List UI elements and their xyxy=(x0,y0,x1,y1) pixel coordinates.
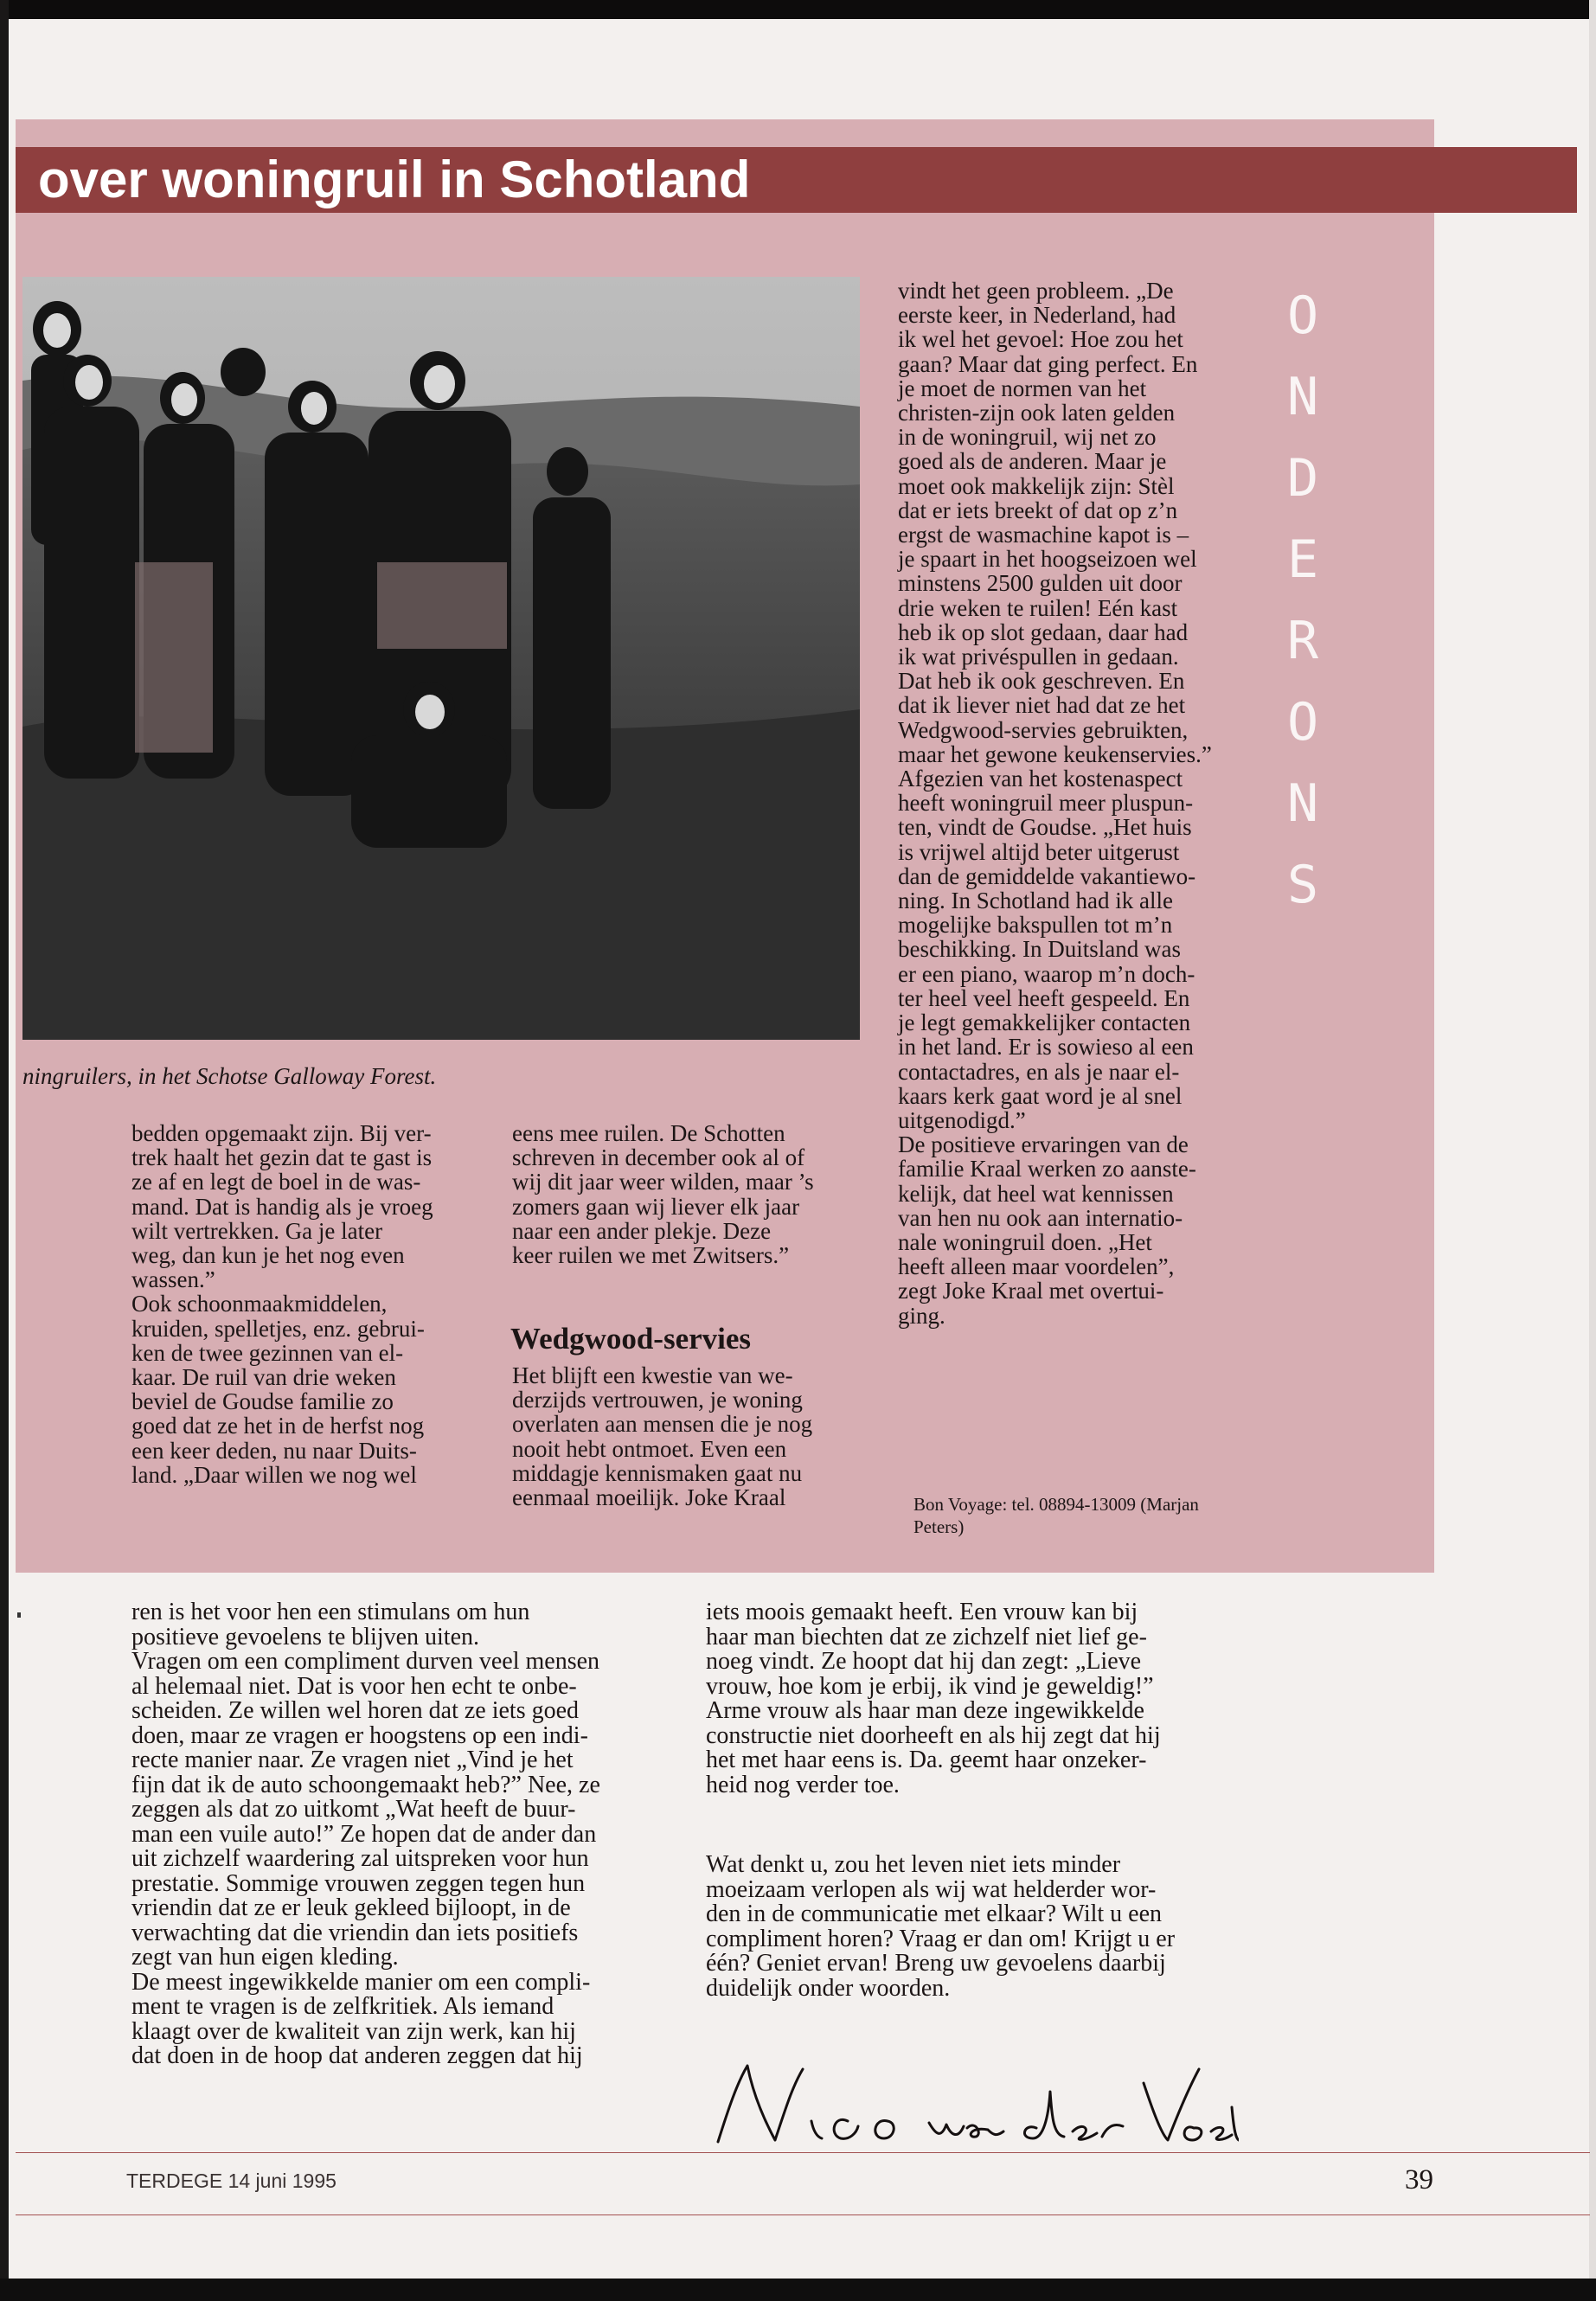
contact-info: Bon Voyage: tel. 08894-13009 (Marjan Peters) xyxy=(913,1494,1199,1537)
section-label-vertical xyxy=(1272,275,1334,926)
photo-caption: ningruilers, in het Schotse Galloway Forest. xyxy=(22,1063,437,1089)
footer-rule-upper xyxy=(16,2152,1590,2153)
article-column-2: eens mee ruilen. De Schotten schreven in december ook al of wij dit jaar weer wilden, maar ’s zomers gaan wij liever elk jaar naar een ander plekje. Deze keer ruilen we met Zwitsers.” xyxy=(512,1120,814,1269)
section-letter: O xyxy=(1286,285,1319,346)
author-signature xyxy=(702,2057,1239,2152)
page-number: 39 xyxy=(1405,2164,1433,2195)
article-column-2b: Het blijft een kwestie van we- derzijds vertrouwen, je woning overlaten aan mensen die je nog nooit hebt ontmoet. Even een middagje kennismaken gaat nu eenmaal moeilijk. Joke Kraal xyxy=(512,1362,813,1511)
section-letter: R xyxy=(1286,611,1319,671)
margin-mark xyxy=(17,1612,21,1618)
scan-edge-bottom xyxy=(0,2279,1596,2301)
subheading: Wedgwood-servies xyxy=(510,1322,752,1356)
lower-column-2: iets moois gemaakt heeft. Een vrouw kan bij haar man biechten dat ze zichzelf niet lief ge- noeg vindt. Ze hoopt dat hij dan zegt: „Lieve vrouw, hoe kom je erbij, ik vind je geweldig!” Arme vrouw als haar man deze ingewikkelde constructie niet doorheeft en als hij zegt dat hij het met haar eens is. Da. geemt haar onzeker- heid nog verder toe. xyxy=(706,1599,1161,1798)
lower-column-2b: Wat denkt u, zou het leven niet iets minder moeizaam verlopen als wij wat helderder wor- den in de communicatie met elkaar? Wilt u een compliment horen? Vraag er dan om! Krijgt u er één? Geniet ervan! Breng uw gevoelens daarbij duidelijk onder woorden. xyxy=(706,1851,1176,2002)
article-column-1: bedden opgemaakt zijn. Bij ver- trek haalt het gezin dat te gast is ze af en legt de boel in de was- mand. Dat is handig als je vroeg wilt vertrekken. Ga je later weg, dan kun je het nog even wassen.” Ook schoonmaakmiddelen, kruiden, spelletjes, enz. gebrui- ken de twee gezinnen van el- kaar. De ruil van drie weken beviel de Goudse familie zo goed dat ze het in de herfst nog een keer deden, nu naar Duits- land. „Daar willen we nog wel xyxy=(131,1120,433,1488)
lower-column-1: ren is het voor hen een stimulans om hun positieve gevoelens te blijven uiten. Vragen om een compliment durven veel mensen al helemaal niet. Dat is voor hen echt te onbe- scheiden. Ze willen wel horen dat ze iets goed doen, maar ze vragen er hoogstens op een indi- recte manier naar. Ze vragen niet „Vind je het fijn dat ik de auto schoongemaakt heb?” Nee, ze zeggen als dat zo uitkomt „Wat heeft de buur- man een vuile auto!” Ze hopen dat de ander dan uit zichzelf waardering zal uitspreken voor hun prestatie. Sommige vrouwen zeggen tegen hun vriendin dat ze er leuk gekleed bijloopt, in de verwachting dat die vriendin dan iets positiefs zegt van hun eigen kleding. De meest ingewikkelde manier om een compli- ment te vragen is de zelfkritiek. Als iemand klaagt over de kwaliteit van zijn werk, kan hij dat doen in de hoop dat anderen zeggen dat hij xyxy=(131,1599,600,2069)
scan-edge-right xyxy=(1589,0,1596,2301)
section-letter: S xyxy=(1286,855,1319,915)
scan-edge-left xyxy=(0,0,9,2301)
publication-footer: TERDEGE 14 juni 1995 xyxy=(126,2170,337,2192)
footer-rule-lower xyxy=(16,2214,1590,2215)
section-letter: N xyxy=(1286,773,1319,834)
family-photo xyxy=(22,277,860,1040)
section-letter: E xyxy=(1286,529,1319,590)
section-letter: O xyxy=(1286,692,1319,753)
article-column-3: vindt het geen probleem. „De eerste keer, in Nederland, had ik wel het gevoel: Hoe zou het gaan? Maar dat ging perfect. En je moet de normen van het christen-zijn ook laten gelden in de woningruil, wij net zo goed als de anderen. Maar je moet ook makkelijk zijn: Stèl dat er iets breekt of dat op z’n ergst de wasmachine kapot is – je spaart in het hoogseizoen wel minstens 2500 gulden uit door drie weken te ruilen! Eén kast heb ik op slot gedaan, daar had ik wat privéspullen in gedaan. Dat heb ik ook geschreven. En dat ik liever niet had dat ze het Wedgwood-servies gebruikten, maar het gewone keukenservies.” Afgezien van het kostenaspect heeft woningruil meer pluspun- ten, vindt de Goudse. „Het huis is vrijwel altijd beter uitgerust dan de gemiddelde vakantiewo- ning. In Schotland had ik alle mogelijke bakspullen tot m’n beschikking. In Duitsland was er een piano, waarop m’n doch- ter heel veel heeft gespeeld. En je legt gemakkelijker contacten in het land. Er is sowieso al een contactadres, en als je naar el- kaars kerk gaat word je al snel uitgenodigd.” De positieve ervaringen van de familie Kraal werken zo aanste- kelijk, dat heel wat kennissen van hen nu ook aan internatio- nale woningruil doen. „Het heeft alleen maar voordelen”, zegt Joke Kraal met overtui- ging. xyxy=(898,278,1212,1329)
article-title-banner: over woningruil in Schotland xyxy=(16,147,1577,213)
section-letter: N xyxy=(1286,367,1319,427)
section-letter: D xyxy=(1286,448,1319,509)
scan-edge-top xyxy=(0,0,1596,19)
